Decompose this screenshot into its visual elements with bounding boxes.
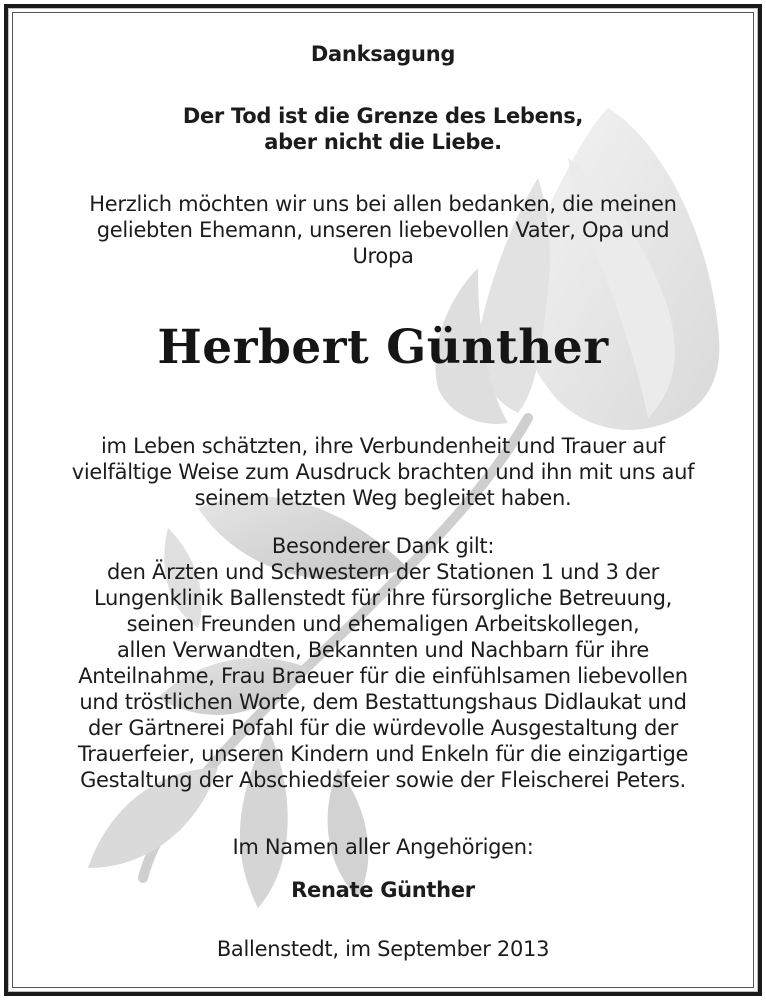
intro-line: Uropa <box>352 244 414 268</box>
notice-frame <box>4 4 762 996</box>
intro-line: geliebten Ehemann, unseren liebevollen Vater, Opa und <box>96 218 670 242</box>
motto-line: Der Tod ist die Grenze des Lebens, <box>182 104 584 128</box>
special-thanks-line: der Gärtnerei Pofahl für die würdevolle Ausgestaltung der <box>88 716 678 740</box>
on-behalf-text: Im Namen aller Angehörigen: <box>232 835 534 859</box>
special-thanks-line: seinen Freunden und ehemaligen Arbeitskollegen, <box>126 612 640 636</box>
special-thanks-line: Gestaltung der Abschiedsfeier sowie der Fleischerei Peters. <box>80 768 686 792</box>
special-thanks-line: Trauerfeier, unseren Kindern und Enkeln für die einzigartige <box>77 742 689 766</box>
special-thanks-line: Lungenklinik Ballenstedt für ihre fürsorgliche Betreuung, <box>93 586 673 610</box>
deceased-name: Herbert Günther <box>157 320 609 375</box>
intro-text <box>8 191 758 269</box>
special-thanks-line: Besonderer Dank gilt: <box>271 534 495 558</box>
signatory-name: Renate Günther <box>291 878 475 902</box>
paragraph-line: seinem letzten Weg begleitet haben. <box>194 486 572 510</box>
special-thanks-line: und tröstlichen Worte, dem Bestattungshaus Didlaukat und <box>79 690 687 714</box>
special-thanks-line: Anteilnahme, Frau Braeuer für die einfühlsamen liebevollen <box>78 664 688 688</box>
intro-line: Herzlich möchten wir uns bei allen bedanken, die meinen <box>89 192 677 216</box>
special-thanks-line: allen Verwandten, Bekannten und Nachbarn für ihre <box>116 638 650 662</box>
gratitude-paragraph <box>8 433 758 511</box>
notice-title: Danksagung <box>310 42 456 66</box>
paragraph-line: vielfältige Weise zum Ausdruck brachten und ihn mit uns auf <box>71 460 695 484</box>
paragraph-line: im Leben schätzten, ihre Verbundenheit und Trauer auf <box>101 434 665 458</box>
motto-line: aber nicht die Liebe. <box>264 130 502 154</box>
special-thanks <box>8 533 758 793</box>
motto <box>8 103 758 155</box>
special-thanks-line: den Ärzten und Schwestern der Stationen 1 und 3 der <box>106 560 660 584</box>
place-date: Ballenstedt, im September 2013 <box>216 937 550 961</box>
